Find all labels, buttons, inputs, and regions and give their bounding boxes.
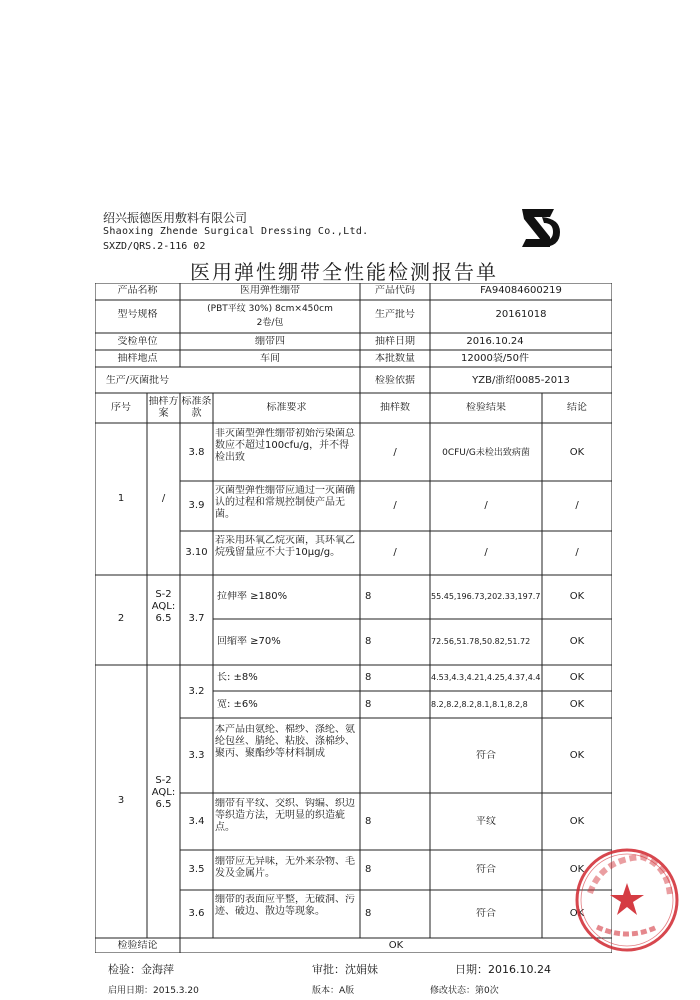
basis-value: YZB/浙绍0085-2013 — [472, 375, 570, 386]
row-sample: / — [393, 547, 397, 558]
col-no: 序号 — [111, 402, 131, 413]
row-requirement: 若采用环氧乙烷灭菌，其环氧乙烷残留量应不大于10μg/g。 — [215, 535, 355, 558]
document-code: SXZD/QRS.2-116 02 — [103, 241, 206, 252]
row-clause: 3.10 — [185, 547, 208, 558]
enable-date-label: 启用日期： — [108, 986, 154, 996]
model-value: (PBT平纹 30%) 8cm×450cm — [207, 304, 333, 314]
row-result: 平纹 — [476, 816, 496, 827]
row-clause: 3.9 — [188, 500, 205, 511]
row-sample: 8 — [365, 908, 372, 919]
row-sample: 8 — [365, 591, 372, 602]
inspector-name: 金海萍 — [141, 963, 174, 976]
basis-label: 检验依据 — [375, 375, 415, 386]
row-requirement: 绷带应无异味，无外来杂物、毛发及金属片。 — [215, 856, 355, 879]
row-result: 55.45,196.73,202.33,197.7 — [431, 592, 541, 601]
sample-date-label: 抽样日期 — [375, 336, 415, 347]
row-clause: 3.6 — [188, 908, 205, 919]
qty-label: 本批数量 — [375, 353, 415, 364]
place-value: 车间 — [260, 353, 280, 364]
row-result: 符合 — [476, 750, 496, 761]
row-conclusion: / — [575, 500, 579, 511]
row-conclusion: OK — [569, 591, 585, 602]
row-requirement: 灭菌型弹性绷带应通过一灭菌确认的过程和常规控制使产品无菌。 — [215, 485, 355, 520]
row-plan: S-2 AQL: 6.5 — [151, 589, 176, 624]
version-field — [312, 983, 354, 996]
row-sample: / — [393, 447, 397, 458]
version-value: A版 — [339, 986, 355, 996]
approver-field — [312, 961, 378, 977]
col-result: 检验结果 — [466, 402, 506, 413]
row-conclusion: OK — [569, 447, 585, 458]
row-clause: 3.5 — [188, 864, 205, 875]
row-result: 8.2,8.2,8.2,8.1,8.1,8.2,8 — [431, 700, 528, 709]
version-label: 版本： — [312, 986, 340, 996]
row-conclusion: OK — [569, 750, 585, 761]
row-requirement: 拉伸率 ≥180% — [217, 591, 288, 602]
row-conclusion: OK — [569, 636, 585, 647]
red-seal-stamp-icon — [572, 845, 682, 955]
row-requirement: 非灭菌型弹性绷带初始污染菌总数应不超过100cfu/g，并不得检出致 — [215, 428, 355, 463]
company-name-cn: 绍兴振德医用敷料有限公司 — [103, 211, 248, 225]
approver-label: 审批： — [312, 963, 345, 976]
date-value: 2016.10.24 — [488, 963, 551, 976]
row-result: 72.56,51.78,50.82,51.72 — [431, 637, 531, 646]
col-plan: 抽样方案 — [148, 396, 179, 419]
row-sample: 8 — [365, 864, 372, 875]
row-conclusion: / — [575, 547, 579, 558]
product-name-label: 产品名称 — [117, 285, 158, 296]
final-value: OK — [388, 940, 404, 951]
row-no: 1 — [117, 493, 125, 504]
batch-label: 生产批号 — [375, 309, 415, 320]
row-conclusion: OK — [569, 864, 585, 875]
row-result: 0CFU/G未检出致病菌 — [442, 448, 530, 458]
company-logo-icon — [520, 205, 562, 251]
row-no: 3 — [117, 795, 125, 806]
col-conclusion: 结论 — [567, 402, 587, 413]
row-clause: 3.2 — [188, 686, 205, 697]
date-label: 日期： — [455, 963, 488, 976]
company-name-en: Shaoxing Zhende Surgical Dressing Co.,Ltd. — [103, 226, 369, 237]
row-sample: 8 — [365, 636, 372, 647]
inspector-field — [108, 961, 174, 977]
row-clause: 3.3 — [188, 750, 205, 761]
row-clause: 3.8 — [188, 447, 205, 458]
row-no: 2 — [117, 613, 125, 624]
row-conclusion: OK — [569, 908, 585, 919]
row-clause: 3.7 — [188, 613, 205, 624]
col-clause: 标准条款 — [181, 396, 212, 419]
row-sample: / — [393, 500, 397, 511]
enable-date-value: 2015.3.20 — [153, 986, 199, 996]
row-requirement: 绷带有平纹、交织、钩编、织边等织造方法，无明显的织造疵点。 — [215, 798, 355, 833]
row-requirement: 本产品由氨纶、棉纱、涤纶、氨纶包丝、腈纶、粘胶、涤棉纱、聚丙、聚酯纱等材料制成 — [215, 724, 355, 759]
col-req: 标准要求 — [266, 402, 307, 413]
product-code-label: 产品代码 — [375, 285, 415, 296]
row-conclusion: OK — [569, 672, 585, 683]
dept-label: 受检单位 — [117, 336, 158, 347]
place-label: 抽样地点 — [117, 353, 158, 364]
row-sample: 8 — [365, 672, 372, 683]
row-result: / — [484, 500, 488, 511]
report-table — [95, 283, 612, 953]
col-sample: 抽样数 — [380, 402, 410, 413]
row-requirement: 绷带的表面应平整，无破洞、污迹、破边、散边等现象。 — [215, 894, 355, 917]
report-title: 医用弹性绷带全性能检测报告单 — [190, 260, 498, 284]
enable-date-field — [108, 983, 199, 996]
batch-value: 20161018 — [495, 309, 547, 320]
row-result: 符合 — [476, 864, 496, 875]
row-requirement: 宽: ±6% — [217, 699, 258, 710]
row-result: 4.53,4.3,4.21,4.25,4.37,4.4 — [431, 673, 541, 682]
model-label: 型号规格 — [117, 309, 158, 320]
row-plan: / — [161, 493, 166, 504]
sample-date-value: 2016.10.24 — [466, 336, 524, 347]
final-label: 检验结论 — [117, 940, 158, 951]
dept-value: 绷带四 — [255, 336, 285, 347]
revision-label: 修改状态： — [430, 986, 476, 996]
row-requirement: 长: ±8% — [217, 672, 258, 683]
product-code-value: FA94084600219 — [480, 285, 562, 296]
row-result: / — [484, 547, 488, 558]
row-requirement: 回缩率 ≥70% — [217, 636, 281, 647]
approver-name: 沈娟妹 — [345, 963, 378, 976]
row-plan: S-2 AQL: 6.5 — [151, 775, 176, 810]
row-clause: 3.4 — [188, 816, 205, 827]
inspector-label: 检验： — [108, 963, 141, 976]
row-conclusion: OK — [569, 816, 585, 827]
steril-label: 生产/灭菌批号 — [105, 375, 170, 386]
revision-field — [430, 983, 499, 996]
row-sample: 8 — [365, 816, 372, 827]
revision-value: 第0次 — [475, 986, 499, 996]
row-sample: 8 — [365, 699, 372, 710]
model-value-pack: 2卷/包 — [256, 318, 284, 328]
row-result: 符合 — [476, 908, 496, 919]
qty-value: 12000袋/50件 — [461, 353, 529, 364]
row-conclusion: OK — [569, 699, 585, 710]
date-field — [455, 961, 551, 977]
product-name-value: 医用弹性绷带 — [240, 285, 300, 296]
